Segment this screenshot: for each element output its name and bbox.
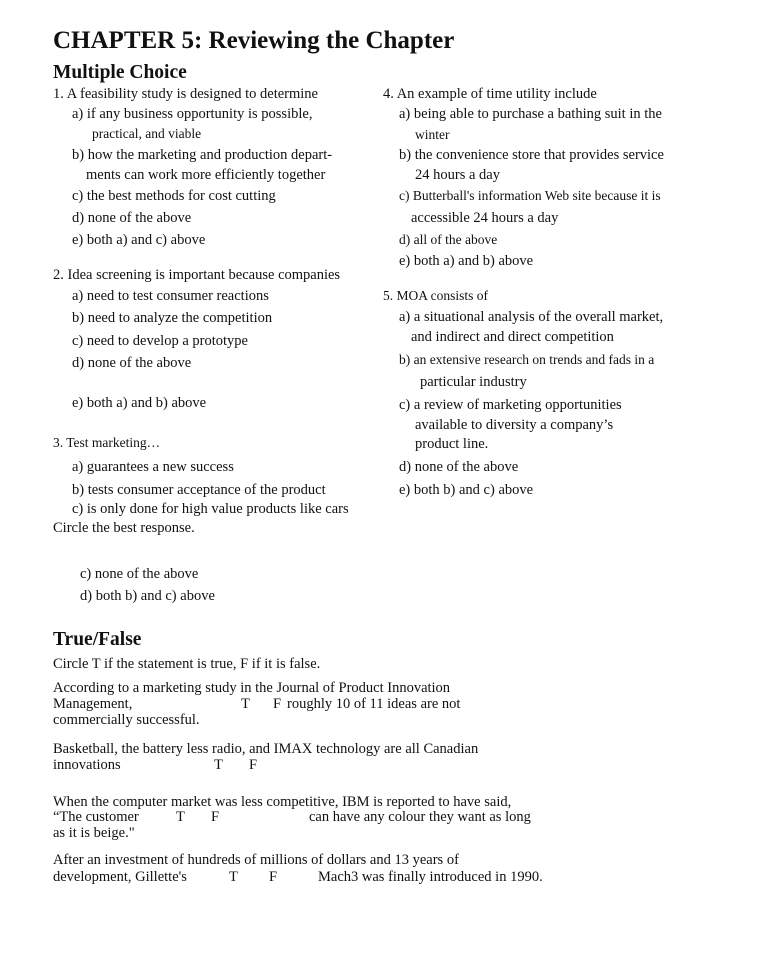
q5-option-d: d) none of the above <box>399 459 519 475</box>
q4-option-d: d) all of the above <box>399 232 498 247</box>
q2-option-c: c) need to develop a prototype <box>72 333 248 349</box>
chapter-title: CHAPTER 5: Reviewing the Chapter <box>53 27 455 54</box>
q3-stem: 3. Test marketing… <box>53 435 161 450</box>
q1-option-c: c) the best methods for cost cutting <box>72 188 276 204</box>
q4-option-c: c) Butterball's information Web site because it is <box>399 188 661 203</box>
tf4-line2-cont: Mach3 was finally introduced in 1990. <box>318 869 543 885</box>
extra-option-c: c) none of the above <box>80 566 199 582</box>
q1-option-d: d) none of the above <box>72 210 192 226</box>
q5-option-e: e) both b) and c) above <box>399 482 534 498</box>
q5-stem: 5. MOA consists of <box>383 288 489 303</box>
q4-stem: 4. An example of time utility include <box>383 86 597 102</box>
circle-instruction: Circle the best response. <box>53 520 195 536</box>
tf2-line1: Basketball, the battery less radio, and IMAX technology are all Canadian <box>53 741 479 757</box>
tf3-line3: as it is beige." <box>53 825 135 841</box>
tf2-false[interactable]: F <box>249 757 258 773</box>
q1-option-a: a) if any business opportunity is possible, <box>72 106 313 122</box>
q4-option-a: a) being able to purchase a bathing suit in the <box>399 106 662 122</box>
tf1-false[interactable]: F <box>273 696 282 712</box>
q4-option-e: e) both a) and b) above <box>399 253 534 269</box>
q5-option-a: a) a situational analysis of the overall market, <box>399 309 664 325</box>
tf2-line2: innovations <box>53 757 121 773</box>
extra-option-d: d) both b) and c) above <box>80 588 215 604</box>
tf4-line2: development, Gillette's <box>53 869 187 885</box>
true-false-instruction: Circle T if the statement is true, F if it is false. <box>53 656 321 672</box>
tf4-true[interactable]: T <box>229 869 238 885</box>
q2-option-a: a) need to test consumer reactions <box>72 288 269 304</box>
tf4-false[interactable]: F <box>269 869 278 885</box>
tf3-line1: When the computer market was less competitive, IBM is reported to have said, <box>53 794 512 810</box>
tf1-line2-cont: roughly 10 of 11 ideas are not <box>287 696 461 712</box>
q5-option-c-cont2: product line. <box>415 436 489 452</box>
q1-stem: 1. A feasibility study is designed to determine <box>53 86 318 102</box>
multiple-choice-heading: Multiple Choice <box>53 62 187 83</box>
q1-option-e: e) both a) and c) above <box>72 232 206 248</box>
q1-option-b-cont: ments can work more efficiently together <box>86 167 326 183</box>
tf2-true[interactable]: T <box>214 757 223 773</box>
q4-option-a-cont: winter <box>415 127 450 142</box>
q4-option-c-cont: accessible 24 hours a day <box>411 210 559 226</box>
tf3-line2: “The customer <box>53 809 139 825</box>
q5-option-b-cont: particular industry <box>420 374 527 390</box>
tf3-line2-cont: can have any colour they want as long <box>309 809 531 825</box>
tf1-line2: Management, <box>53 696 133 712</box>
q5-option-c-cont: available to diversity a company’s <box>415 417 614 433</box>
true-false-heading: True/False <box>53 629 142 650</box>
q4-option-b: b) the convenience store that provides service <box>399 147 664 163</box>
tf3-true[interactable]: T <box>176 809 185 825</box>
q5-option-c: c) a review of marketing opportunities <box>399 397 622 413</box>
q2-stem: 2. Idea screening is important because companies <box>53 267 341 283</box>
q2-option-e: e) both a) and b) above <box>72 395 207 411</box>
tf4-line1: After an investment of hundreds of millions of dollars and 13 years of <box>53 852 459 868</box>
q5-option-a-cont: and indirect and direct competition <box>411 329 614 345</box>
q1-option-b: b) how the marketing and production depart- <box>72 147 333 163</box>
q3-option-c: c) is only done for high value products like cars <box>72 501 349 517</box>
q2-option-b: b) need to analyze the competition <box>72 310 273 326</box>
q1-option-a-cont: practical, and viable <box>92 126 202 141</box>
q5-option-b: b) an extensive research on trends and fads in a <box>399 352 655 367</box>
tf3-false[interactable]: F <box>211 809 220 825</box>
q3-option-a: a) guarantees a new success <box>72 459 234 475</box>
tf1-line3: commercially successful. <box>53 712 200 728</box>
tf1-line1: According to a marketing study in the Journal of Product Innovation <box>53 680 451 696</box>
q3-option-b: b) tests consumer acceptance of the product <box>72 482 326 498</box>
q2-option-d: d) none of the above <box>72 355 192 371</box>
q4-option-b-cont: 24 hours a day <box>415 167 500 183</box>
tf1-true[interactable]: T <box>241 696 250 712</box>
